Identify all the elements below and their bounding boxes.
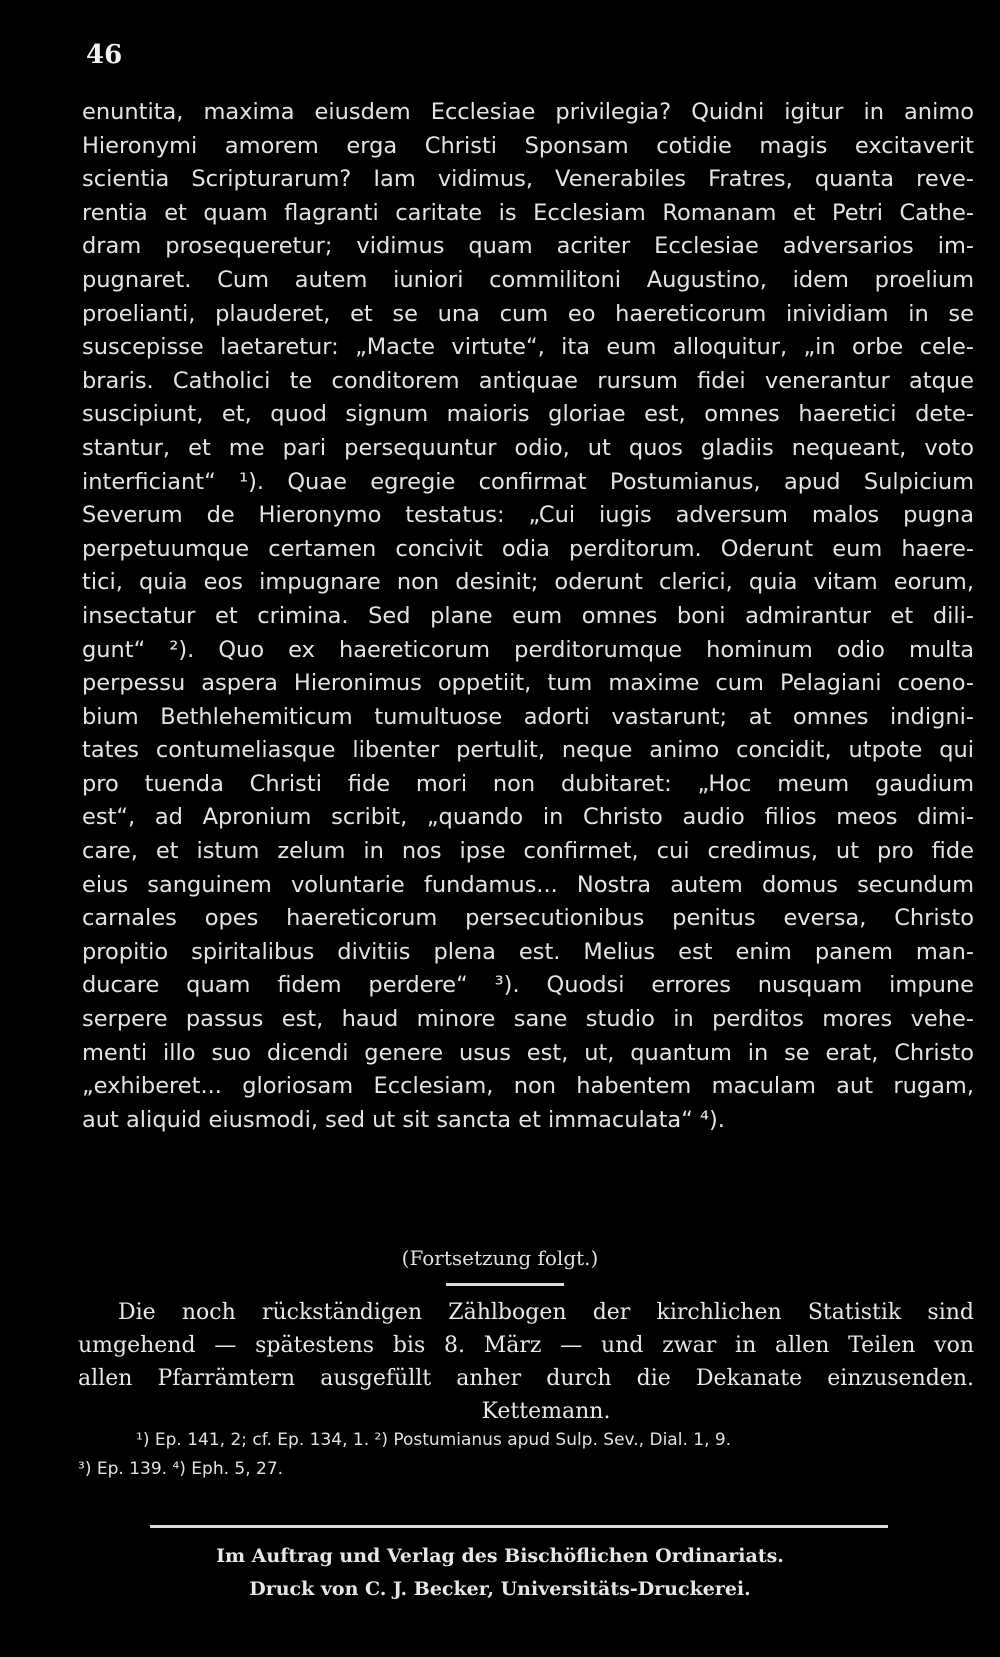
body-line: eius sanguinem voluntarie fundamus... Nostra autem domus secundum (82, 871, 974, 898)
body-line: menti illo suo dicendi genere usus est, ut, quantum in se erat, Christo (82, 1039, 974, 1066)
body-line: scientia Scripturarum? Iam vidimus, Venerabiles Fratres, quanta reve- (82, 166, 974, 193)
body-text (82, 96, 974, 1137)
footnotes (78, 1426, 974, 1484)
body-line: est“, ad Apronium scribit, „quando in Christo audio filios meos dimi- (82, 804, 974, 831)
statistics-notice (78, 1296, 974, 1428)
continued-label: (Fortsetzung folgt.) (401, 1246, 599, 1270)
body-line: carnales opes haereticorum persecutionibus penitus eversa, Christo (82, 905, 974, 932)
notice-signature: Kettemann. (481, 1399, 611, 1424)
imprint-printer: Druck von C. J. Becker, Universitäts-Druckerei. (249, 1578, 751, 1600)
body-line: propitio spiritalibus divitiis plena est. Melius est enim panem man- (82, 938, 974, 965)
body-line: rentia et quam flagranti caritate is Ecclesiam Romanam et Petri Cathe- (82, 199, 974, 226)
body-line: interficiant“ ¹). Quae egregie confirmat Postumianus, apud Sulpicium (82, 468, 974, 495)
body-line: aut aliquid eiusmodi, sed ut sit sancta et immaculata“ ⁴). (82, 1106, 725, 1133)
body-line: ducare quam fidem perdere“ ³). Quodsi errores nusquam impune (82, 972, 974, 999)
body-line: care, et istum zelum in nos ipse confirmet, cui credimus, ut pro fide (82, 838, 974, 865)
body-line: dram prosequeretur; vidimus quam acriter Ecclesiae adversarios im- (82, 233, 974, 260)
body-line: pugnaret. Cum autem iuniori commilitoni Augustino, idem proelium (82, 266, 974, 293)
footnote-line: ³) Ep. 139. ⁴) Eph. 5, 27. (78, 1459, 284, 1479)
body-line: enuntita, maxima eiusdem Ecclesiae privilegia? Quidni igitur in animo (82, 99, 974, 125)
body-line: Hieronymi amorem erga Christi Sponsam cotidie magis excitaverit (82, 132, 974, 159)
body-line: stantur, et me pari persequuntur odio, ut quos gladiis nequeant, voto (82, 434, 974, 461)
notice-line: umgehend — spätestens bis 8. März — und zwar in allen Teilen von (78, 1333, 974, 1358)
footnote-line: ¹) Ep. 141, 2; cf. Ep. 134, 1. ²) Postumianus apud Sulp. Sev., Dial. 1, 9. (136, 1430, 732, 1450)
body-line: insectatur et crimina. Sed plane eum omnes boni admirantur et dili- (82, 602, 974, 629)
body-line: tici, quia eos impugnare non desinit; oderunt clerici, quia vitam eorum, (82, 569, 974, 596)
footer-divider (150, 1525, 888, 1528)
body-line: suscipiunt, et, quod signum maioris gloriae est, omnes haeretici dete- (82, 401, 974, 428)
imprint-publisher: Im Auftrag und Verlag des Bischöflichen Ordinariats. (216, 1545, 784, 1567)
body-line: proelianti, plauderet, et se una cum eo haereticorum inividiam in se (82, 300, 974, 327)
body-line: perpessu aspera Hieronimus oppetiit, tum maxime cum Pelagiani coeno- (82, 670, 974, 697)
body-line: gunt“ ²). Quo ex haereticorum perditorumque hominum odio multa (82, 636, 974, 663)
body-line: „exhiberet... gloriosam Ecclesiam, non habentem maculam aut rugam, (82, 1073, 974, 1100)
body-line: pro tuenda Christi fide mori non dubitaret: „Hoc meum gaudium (82, 770, 974, 797)
body-line: serpere passus est, haud minore sane studio in perditos mores vehe- (82, 1006, 974, 1033)
body-line: tates contumeliasque libenter pertulit, neque animo concidit, utpote qui (82, 737, 974, 764)
notice-line: allen Pfarrämtern ausgefüllt anher durch die Dekanate einzusenden. (78, 1366, 974, 1391)
imprint (0, 1540, 1000, 1606)
body-line: perpetuumque certamen concivit odia perditorum. Oderunt eum haere- (82, 535, 974, 562)
body-line: Severum de Hieronymo testatus: „Cui iugis adversum malos pugna (82, 502, 974, 529)
body-line: suscepisse laetaretur: „Macte virtute“, ita eum alloquitur, „in orbe cele- (82, 334, 974, 361)
section-divider (446, 1283, 564, 1286)
page-number: 46 (86, 40, 123, 70)
body-line: braris. Catholici te conditorem antiquae rursum fidei venerantur atque (82, 367, 974, 394)
notice-line: Die noch rückständigen Zählbogen der kirchlichen Statistik sind (118, 1300, 974, 1325)
body-line: bium Bethlehemiticum tumultuose adorti vastarunt; at omnes indigni- (82, 703, 974, 730)
